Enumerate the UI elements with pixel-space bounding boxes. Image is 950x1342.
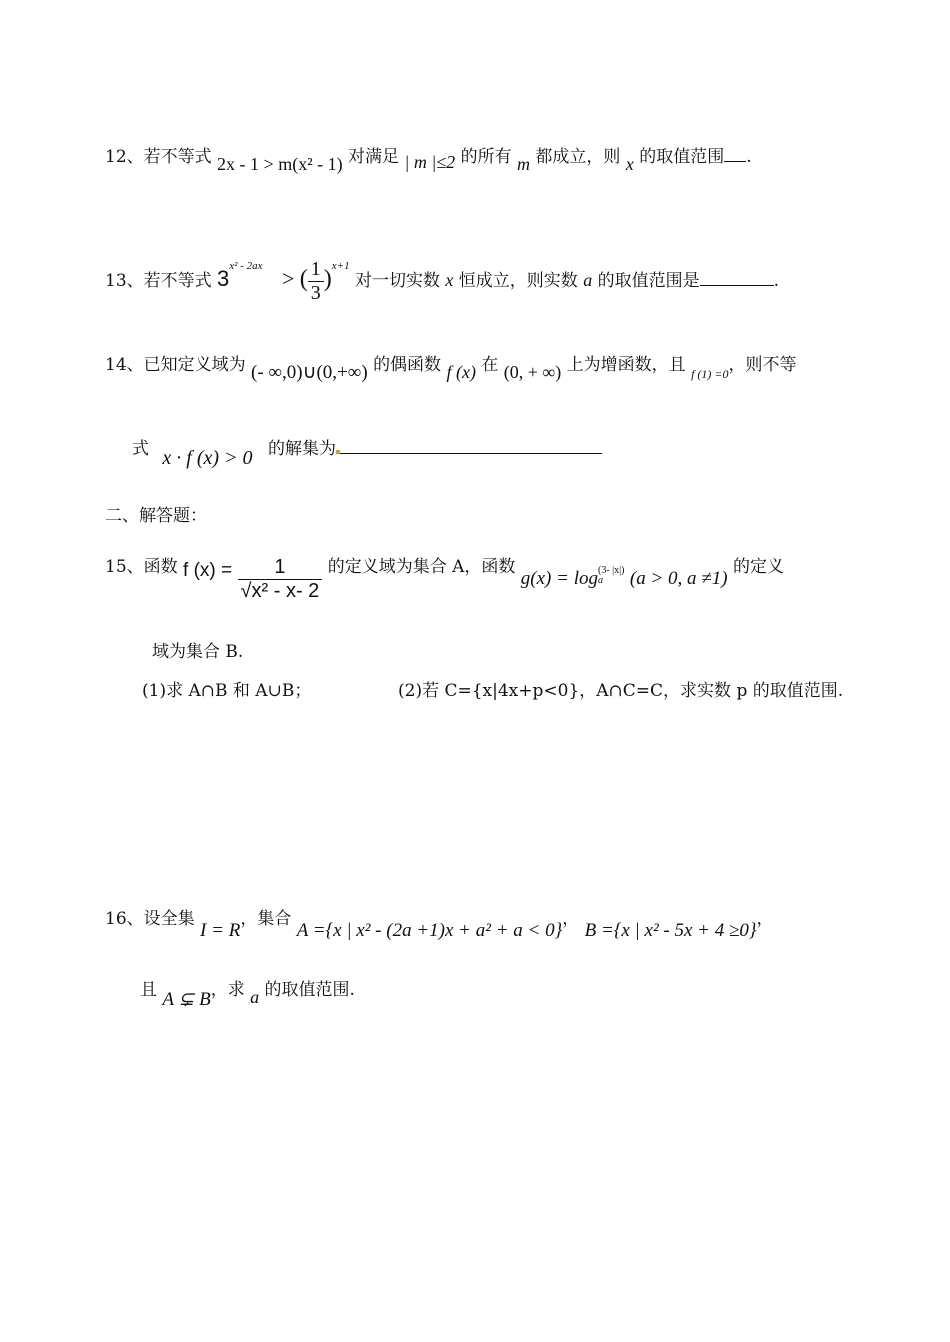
q15-gx: g(x) = log [520, 568, 598, 589]
q13-base: 3 [217, 266, 230, 291]
q13-var-a: a [583, 270, 593, 290]
q13-text-3: 的取值范围是 [597, 271, 700, 291]
q14-condition: f (1) =0 [691, 367, 729, 381]
q16-universal-set: I = R [200, 920, 241, 941]
question-12 [105, 142, 752, 174]
q12-var-m: m [516, 154, 530, 174]
q16-text-4: ，求 [210, 980, 245, 1000]
q14-answer-blank [340, 437, 602, 454]
q14-text-5: 的解集为 [267, 439, 336, 459]
question-14-line-2 [132, 434, 602, 469]
q12-var-x: x [625, 154, 634, 174]
q13-frac-num: 1 [308, 258, 324, 282]
q13-number: 13、若不等式 [105, 271, 212, 291]
q16-set-a: A ={x | x² - (2a +1)x + a² + a < 0} [296, 920, 563, 941]
q14-inequality: x · f (x) > 0 [162, 447, 253, 469]
q12-text-3: 都成立，则 [535, 147, 621, 167]
q14-domain: (- ∞,0)∪(0,+∞) [251, 362, 368, 383]
q15-log-sup: (3- |x|) [597, 564, 625, 576]
q14-interval: (0, + ∞) [503, 362, 562, 382]
q15-fraction [238, 556, 323, 603]
question-16 [105, 904, 774, 941]
q12-expression: 2x - 1 > m(x² - 1) [217, 154, 343, 174]
q13-text-2: 恒成立，则实数 [458, 271, 578, 291]
q16-set-b: B ={x | x² - 5x + 4 ≥0} [584, 920, 757, 941]
q16-number: 16、设全集 [105, 909, 195, 929]
q13-exponent-2: x+1 [331, 260, 350, 273]
q15-log-scripts [598, 566, 625, 586]
q13-frac-den: 3 [310, 282, 321, 304]
q15-text-2: 的定义 [732, 557, 784, 577]
q16-line2-prefix: 且 [140, 980, 157, 1000]
q13-rparen: ) [323, 266, 332, 292]
q15-fname: f (x) = [183, 560, 233, 581]
question-15-part-1: (1)求 A∩B 和 A∪B； [142, 681, 312, 701]
q12-answer-blank [724, 145, 746, 162]
question-13 [105, 258, 779, 305]
q15-condition: (a > 0, a ≠1) [629, 568, 728, 589]
q16-text-2: ， [562, 909, 580, 929]
q16-var-a: a [250, 987, 260, 1007]
q16-text-3: ， [756, 909, 774, 929]
q13-answer-blank [700, 269, 774, 286]
q12-text-2: 的所有 [460, 147, 512, 167]
q13-exponent-1: x² - 2ax [229, 260, 263, 273]
question-15-line-2: 域为集合 B. [152, 642, 244, 662]
q12-number: 12、若不等式 [105, 147, 212, 167]
q13-end: . [773, 271, 780, 291]
q12-text-1: 对满足 [347, 147, 399, 167]
q15-frac-num: 1 [238, 556, 323, 580]
question-14 [105, 350, 797, 383]
q12-text-4: 的取值范围 [639, 147, 725, 167]
q16-subset: A ⊊ B [162, 989, 211, 1010]
q13-lparen: ( [299, 266, 308, 292]
q14-text-1: 的偶函数 [373, 355, 442, 375]
q16-text-1: ，集合 [240, 909, 292, 929]
section-2-title: 二、解答题： [105, 506, 207, 526]
q15-number: 15、函数 [105, 557, 178, 577]
q14-text-4: ，则不等 [728, 355, 797, 375]
q14-number: 14、已知定义域为 [105, 355, 246, 375]
q16-text-5: 的取值范围. [264, 980, 355, 1000]
question-16-line-2 [140, 975, 355, 1010]
q12-condition: | m |≤2 [404, 152, 456, 172]
q14-text-3: 上为增函数，且 [566, 355, 686, 375]
q14-line2-prefix: 式 [132, 439, 149, 459]
q13-fraction [308, 258, 324, 305]
q15-text-1: 的定义域为集合 A，函数 [327, 557, 516, 577]
q12-end: . [746, 147, 752, 167]
q14-text-2: 在 [481, 355, 499, 375]
q14-fx: f (x) [446, 362, 476, 382]
q15-log-sub: a [597, 574, 603, 586]
q13-gt: > [281, 266, 295, 291]
q13-text-1: 对一切实数 [354, 271, 440, 291]
q15-frac-den: √x² - x- 2 [240, 580, 320, 602]
q13-var-x: x [445, 270, 454, 290]
question-15 [105, 546, 784, 602]
question-15-part-2: (2)若 C={x|4x+p<0}，A∩C=C，求实数 p 的取值范围. [398, 681, 844, 701]
